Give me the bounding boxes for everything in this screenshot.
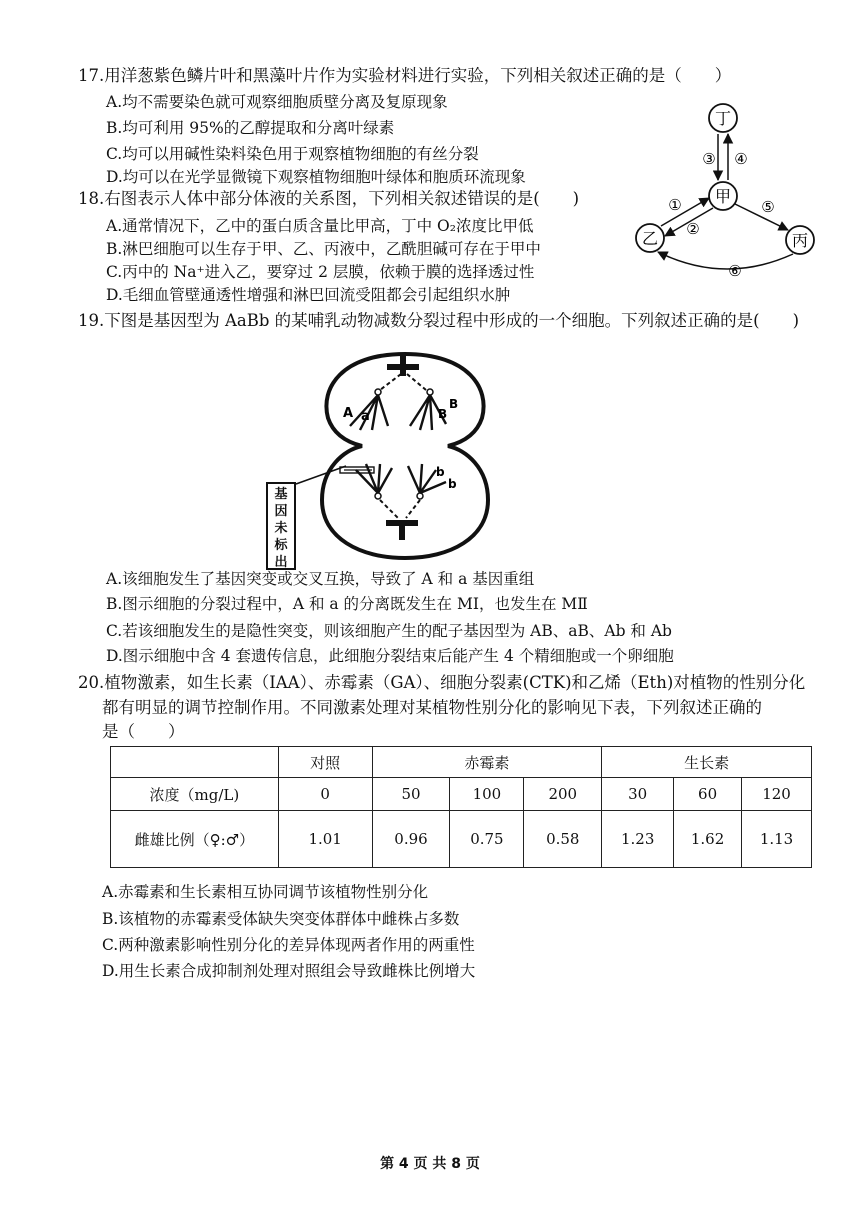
q20-option-a: A.赤霉素和生长素相互协同调节该植物性别分化 bbox=[102, 883, 429, 901]
arrow-6-label: ⑥ bbox=[728, 262, 742, 280]
q19-option-a: A.该细胞发生了基因突变或交叉互换，导致了 A 和 a 基因重组 bbox=[106, 570, 535, 588]
row-label-concentration: 浓度（mg/L) bbox=[111, 778, 279, 811]
conc-cell: 30 bbox=[602, 778, 674, 811]
note-char: 未 bbox=[274, 521, 288, 536]
q20-stem-line1: 20.植物激素，如生长素（IAA）、赤霉素（GA）、细胞分裂素(CTK)和乙烯（Eth)对植物的性别分化 bbox=[78, 673, 806, 692]
q19-option-c: C.若该细胞发生的是隐性突变，则该细胞产生的配子基因型为 AB、aB、Ab 和 Ab bbox=[106, 622, 672, 640]
q18-option-d: D.毛细血管壁通透性增强和淋巴回流受阻都会引起组织水肿 bbox=[106, 286, 511, 304]
top-centrosome-stem bbox=[400, 354, 406, 376]
ratio-cell: 0.75 bbox=[450, 811, 524, 868]
gene-B-2: B bbox=[438, 407, 448, 421]
note-char: 出 bbox=[274, 555, 288, 570]
q19-option-b: B.图示细胞的分裂过程中，A 和 a 的分离既发生在 MⅠ，也发生在 MⅡ bbox=[106, 595, 588, 613]
row-label-ratio: 雌雄比例（♀:♂） bbox=[111, 811, 279, 868]
centriole-bottom-left bbox=[375, 493, 381, 499]
ratio-cell: 0.58 bbox=[524, 811, 602, 868]
arrow-5-label: ⑤ bbox=[761, 198, 775, 216]
gene-a: a bbox=[361, 409, 370, 424]
body-fluid-diagram bbox=[625, 100, 825, 280]
ratio-cell: 0.96 bbox=[372, 811, 450, 868]
q17-option-b: B.均可利用 95%的乙醇提取和分离叶绿素 bbox=[106, 119, 395, 137]
conc-cell: 60 bbox=[674, 778, 742, 811]
conc-cell: 200 bbox=[524, 778, 602, 811]
bottom-centrosome-stem bbox=[399, 520, 405, 540]
ratio-cell: 1.13 bbox=[742, 811, 812, 868]
table-corner-cell bbox=[111, 747, 279, 778]
arrow-3-label: ③ bbox=[702, 150, 716, 168]
gene-b-1: b bbox=[436, 465, 445, 479]
conc-cell: 50 bbox=[372, 778, 450, 811]
conc-cell: 100 bbox=[450, 778, 524, 811]
arrow-2-label: ② bbox=[686, 220, 700, 238]
hormone-table bbox=[110, 746, 812, 868]
gene-B-1: B bbox=[449, 397, 459, 411]
conc-cell: 0 bbox=[278, 778, 372, 811]
q19-option-d: D.图示细胞中含 4 套遗传信息，此细胞分裂结束后能产生 4 个精细胞或一个卵细胞 bbox=[106, 647, 674, 665]
table-row bbox=[111, 778, 812, 811]
q17-option-c: C.均可以用碱性染料染色用于观察植物细胞的有丝分裂 bbox=[106, 145, 479, 163]
meiosis-cell-figure bbox=[260, 340, 500, 570]
q20-option-b: B.该植物的赤霉素受体缺失突变体群体中雌株占多数 bbox=[102, 910, 460, 928]
arrow-4-label: ④ bbox=[734, 150, 748, 168]
ratio-cell: 1.01 bbox=[278, 811, 372, 868]
q17-option-d: D.均可以在光学显微镜下观察植物细胞叶绿体和胞质环流现象 bbox=[106, 168, 526, 186]
arrow-6 bbox=[658, 252, 793, 269]
gene-A: A bbox=[343, 406, 354, 421]
group-auxin: 生长素 bbox=[602, 747, 812, 778]
node-yi-label: 乙 bbox=[641, 229, 659, 248]
centriole-top-left bbox=[375, 389, 381, 395]
note-char: 标 bbox=[274, 538, 288, 553]
q17-option-a: A.均不需要染色就可观察细胞质壁分离及复原现象 bbox=[106, 93, 448, 111]
group-control: 对照 bbox=[278, 747, 372, 778]
gene-unlabeled-note bbox=[266, 482, 296, 570]
ratio-cell: 1.62 bbox=[674, 811, 742, 868]
note-pointer bbox=[294, 460, 354, 490]
q18-option-a: A.通常情况下，乙中的蛋白质含量比甲高，丁中 O₂浓度比甲低 bbox=[106, 217, 534, 235]
group-gibberellin: 赤霉素 bbox=[372, 747, 602, 778]
arrow-1-label: ① bbox=[668, 196, 682, 214]
node-bing-label: 丙 bbox=[791, 231, 809, 250]
q17-stem: 17.用洋葱紫色鳞片叶和黑藻叶片作为实验材料进行实验，下列相关叙述正确的是（ ） bbox=[78, 66, 732, 85]
q20-stem-line2: 都有明显的调节控制作用。不同激素处理对某植物性别分化的影响见下表，下列叙述正确的 bbox=[102, 698, 762, 717]
note-char: 因 bbox=[274, 504, 288, 519]
note-char: 基 bbox=[274, 487, 288, 502]
node-ding-label: 丁 bbox=[714, 109, 732, 128]
q19-stem: 19.下图是基因型为 AaBb 的某哺乳动物减数分裂过程中形成的一个细胞。下列叙述正确的是( ) bbox=[78, 311, 800, 330]
centriole-top-right bbox=[427, 389, 433, 395]
gene-b-2: b bbox=[448, 477, 457, 491]
centriole-bottom-right bbox=[417, 493, 423, 499]
q18-stem: 18.右图表示人体中部分体液的关系图，下列相关叙述错误的是( ) bbox=[78, 189, 580, 208]
page-footer: 第 4 页 共 8 页 bbox=[380, 1156, 480, 1172]
table-header-row bbox=[111, 747, 812, 778]
q20-option-d: D.用生长素合成抑制剂处理对照组会导致雌株比例增大 bbox=[102, 962, 476, 980]
ratio-cell: 1.23 bbox=[602, 811, 674, 868]
node-jia-label: 甲 bbox=[714, 187, 732, 206]
table-row bbox=[111, 811, 812, 868]
q20-option-c: C.两种激素影响性别分化的差异体现两者作用的两重性 bbox=[102, 936, 475, 954]
q20-stem-line3: 是（ ） bbox=[102, 722, 185, 741]
q18-option-b: B.淋巴细胞可以生存于甲、乙、丙液中，乙酰胆碱可存在于甲中 bbox=[106, 240, 541, 258]
q18-option-c: C.丙中的 Na⁺进入乙，要穿过 2 层膜，依赖于膜的选择透过性 bbox=[106, 263, 535, 281]
conc-cell: 120 bbox=[742, 778, 812, 811]
